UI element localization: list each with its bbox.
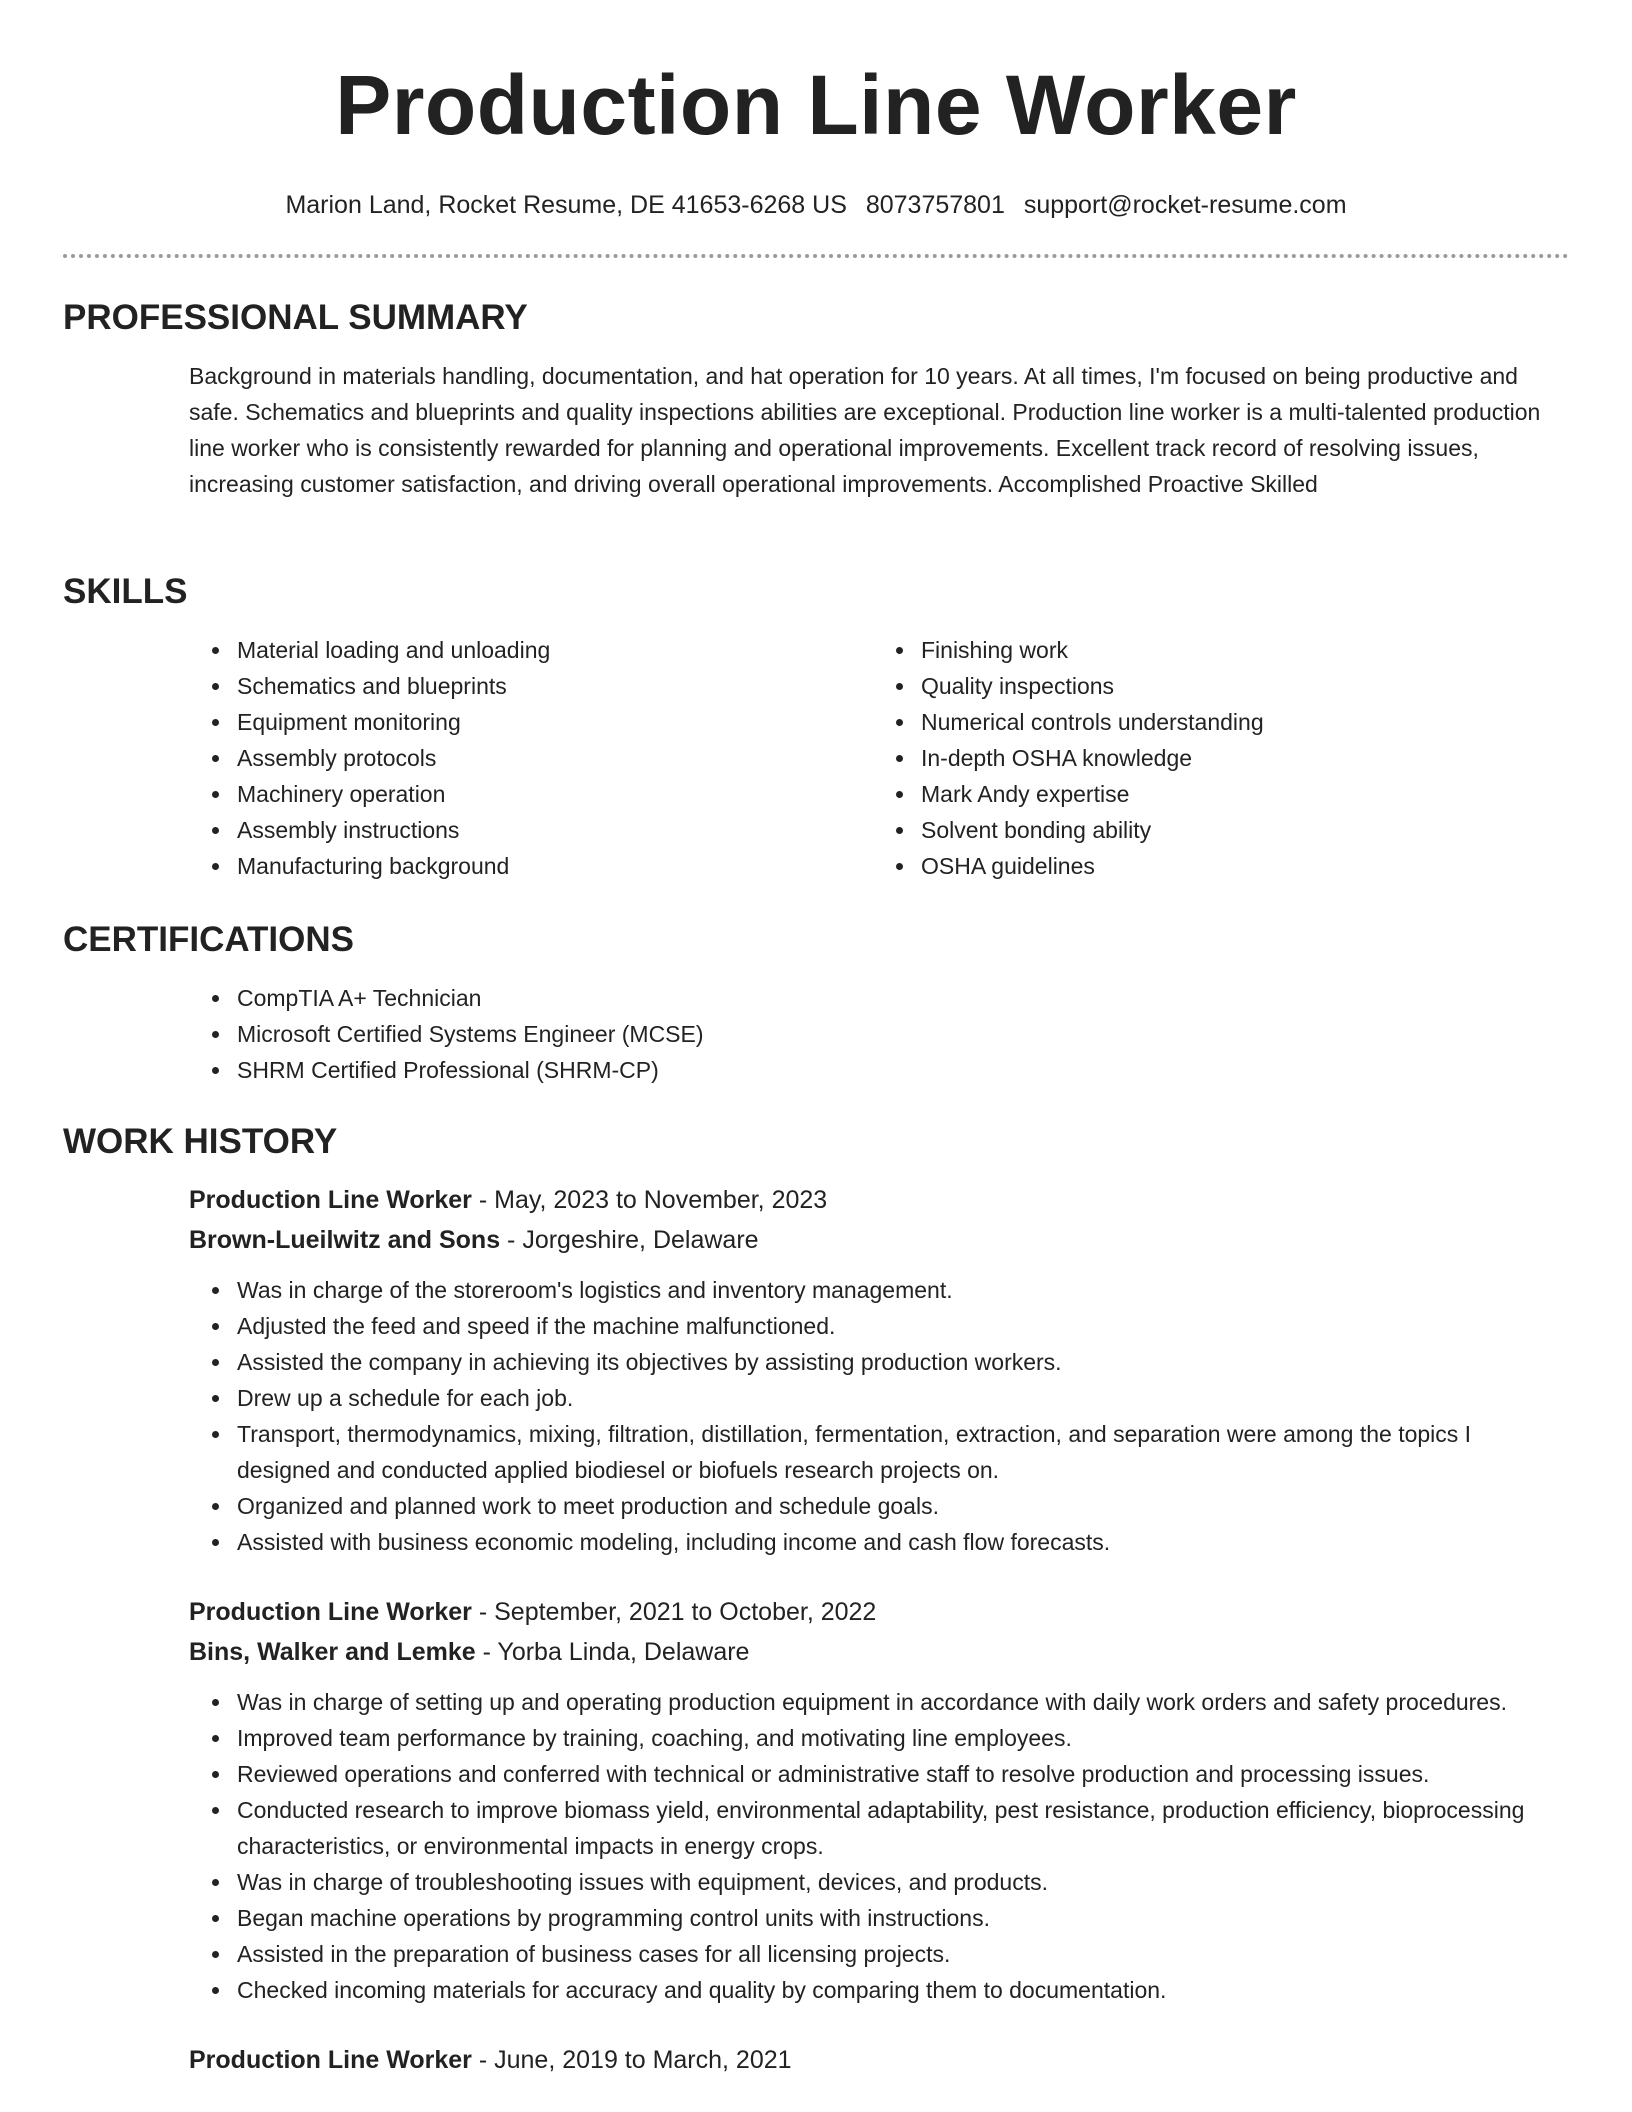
work-history-heading: WORK HISTORY	[63, 1122, 338, 1161]
job-role: Production Line Worker	[189, 1598, 472, 1626]
job-role-line	[189, 1180, 1569, 1220]
skill-item: • Material loading and unloading	[233, 632, 743, 668]
job-role: Production Line Worker	[189, 1186, 472, 1214]
job-bullet: • Was in charge of setting up and operating production equipment in accordance with daily work orders and safety procedures.	[233, 1684, 1569, 1720]
skill-item: • In-depth OSHA knowledge	[917, 740, 1264, 776]
contact-line	[63, 190, 1569, 220]
job-location: - Yorba Linda, Delaware	[475, 1638, 750, 1666]
skills-heading: SKILLS	[63, 572, 188, 611]
job-company: Bins, Walker and Lemke	[189, 1638, 476, 1666]
job-bullet: • Transport, thermodynamics, mixing, filtration, distillation, fermentation, extraction, and separation were among the topics I designed and conducted applied biodiesel or biofuels research projects on.	[233, 1416, 1569, 1488]
job-bullets	[63, 1272, 1569, 1560]
certification-item: • CompTIA A+ Technician	[233, 980, 1569, 1016]
job-location: - Jorgeshire, Delaware	[500, 1226, 759, 1254]
skill-item: • Assembly protocols	[233, 740, 743, 776]
contact-email: support@rocket-resume.com	[1023, 191, 1347, 219]
job-company: Brown-Lueilwitz and Sons	[189, 1226, 501, 1254]
job-entry	[63, 1592, 1569, 2008]
job-bullet: • Organized and planned work to meet production and schedule goals.	[233, 1488, 1569, 1524]
job-bullet: • Assisted with business economic modeling, including income and cash flow forecasts.	[233, 1524, 1569, 1560]
header-divider	[63, 254, 1569, 258]
work-history-section	[63, 1122, 1569, 2080]
certifications-section	[63, 920, 1569, 1088]
skill-item: • Equipment monitoring	[233, 704, 743, 740]
skill-item: • Mark Andy expertise	[917, 776, 1264, 812]
job-company-line	[189, 1632, 1569, 1672]
contact-phone: 8073757801	[865, 191, 1005, 219]
job-dates: - June, 2019 to March, 2021	[471, 2046, 792, 2074]
certification-item: • Microsoft Certified Systems Engineer (MCSE)	[233, 1016, 1569, 1052]
contact-address: Marion Land, Rocket Resume, DE 41653-6268 US	[285, 191, 847, 219]
job-role-line	[189, 1592, 1569, 1632]
certification-item: • SHRM Certified Professional (SHRM-CP)	[233, 1052, 1569, 1088]
skill-item: • Assembly instructions	[233, 812, 743, 848]
job-bullet: • Drew up a schedule for each job.	[233, 1380, 1569, 1416]
skills-columns	[63, 632, 1569, 884]
skills-section	[63, 572, 1569, 884]
skill-item: • Manufacturing background	[233, 848, 743, 884]
job-entry	[63, 2040, 1569, 2080]
certifications-list	[63, 980, 1569, 1088]
job-bullet: • Was in charge of the storeroom's logistics and inventory management.	[233, 1272, 1569, 1308]
job-dates: - September, 2021 to October, 2022	[471, 1598, 877, 1626]
skill-item: • Finishing work	[917, 632, 1264, 668]
resume-title: Production Line Worker	[335, 58, 1297, 152]
summary-section	[63, 298, 1569, 502]
skill-item: • Machinery operation	[233, 776, 743, 812]
job-company-line	[189, 1220, 1569, 1260]
job-bullet: • Began machine operations by programming control units with instructions.	[233, 1900, 1569, 1936]
skill-item: • OSHA guidelines	[917, 848, 1264, 884]
summary-text: Background in materials handling, documentation, and hat operation for 10 years. At all times, I'm focused on being productive and safe. Schematics and blueprints and quality inspections abilities are exceptional. Production line worker is a multi-talented production line worker who is consistently rewarded for planning and operational improvements. Excellent track record of resolving issues, increasing customer satisfaction, and driving overall operational improvements. Accomplished Proactive Skilled	[189, 363, 1541, 497]
job-bullet: • Conducted research to improve biomass yield, environmental adaptability, pest resistance, production efficiency, bioprocessing characteristics, or environmental impacts in energy crops.	[233, 1792, 1569, 1864]
skill-item: • Numerical controls understanding	[917, 704, 1264, 740]
job-bullet: • Assisted the company in achieving its objectives by assisting production workers.	[233, 1344, 1569, 1380]
skill-item: • Solvent bonding ability	[917, 812, 1264, 848]
certifications-heading: CERTIFICATIONS	[63, 920, 355, 959]
job-dates: - May, 2023 to November, 2023	[471, 1186, 828, 1214]
job-bullet: • Improved team performance by training, coaching, and motivating line employees.	[233, 1720, 1569, 1756]
job-bullet: • Checked incoming materials for accuracy and quality by comparing them to documentation.	[233, 1972, 1569, 2008]
job-bullet: • Reviewed operations and conferred with technical or administrative staff to resolve production and processing issues.	[233, 1756, 1569, 1792]
skill-item: • Quality inspections	[917, 668, 1264, 704]
job-bullets	[63, 1684, 1569, 2008]
job-bullet: • Was in charge of troubleshooting issues with equipment, devices, and products.	[233, 1864, 1569, 1900]
job-entry	[63, 1180, 1569, 1560]
job-role: Production Line Worker	[189, 2046, 472, 2074]
summary-heading: PROFESSIONAL SUMMARY	[63, 298, 528, 337]
job-bullet: • Assisted in the preparation of business cases for all licensing projects.	[233, 1936, 1569, 1972]
skill-item: • Schematics and blueprints	[233, 668, 743, 704]
job-role-line	[189, 2040, 1569, 2080]
skills-list-left	[63, 632, 743, 884]
skills-list-right	[743, 632, 1264, 884]
job-bullet: • Adjusted the feed and speed if the machine malfunctioned.	[233, 1308, 1569, 1344]
